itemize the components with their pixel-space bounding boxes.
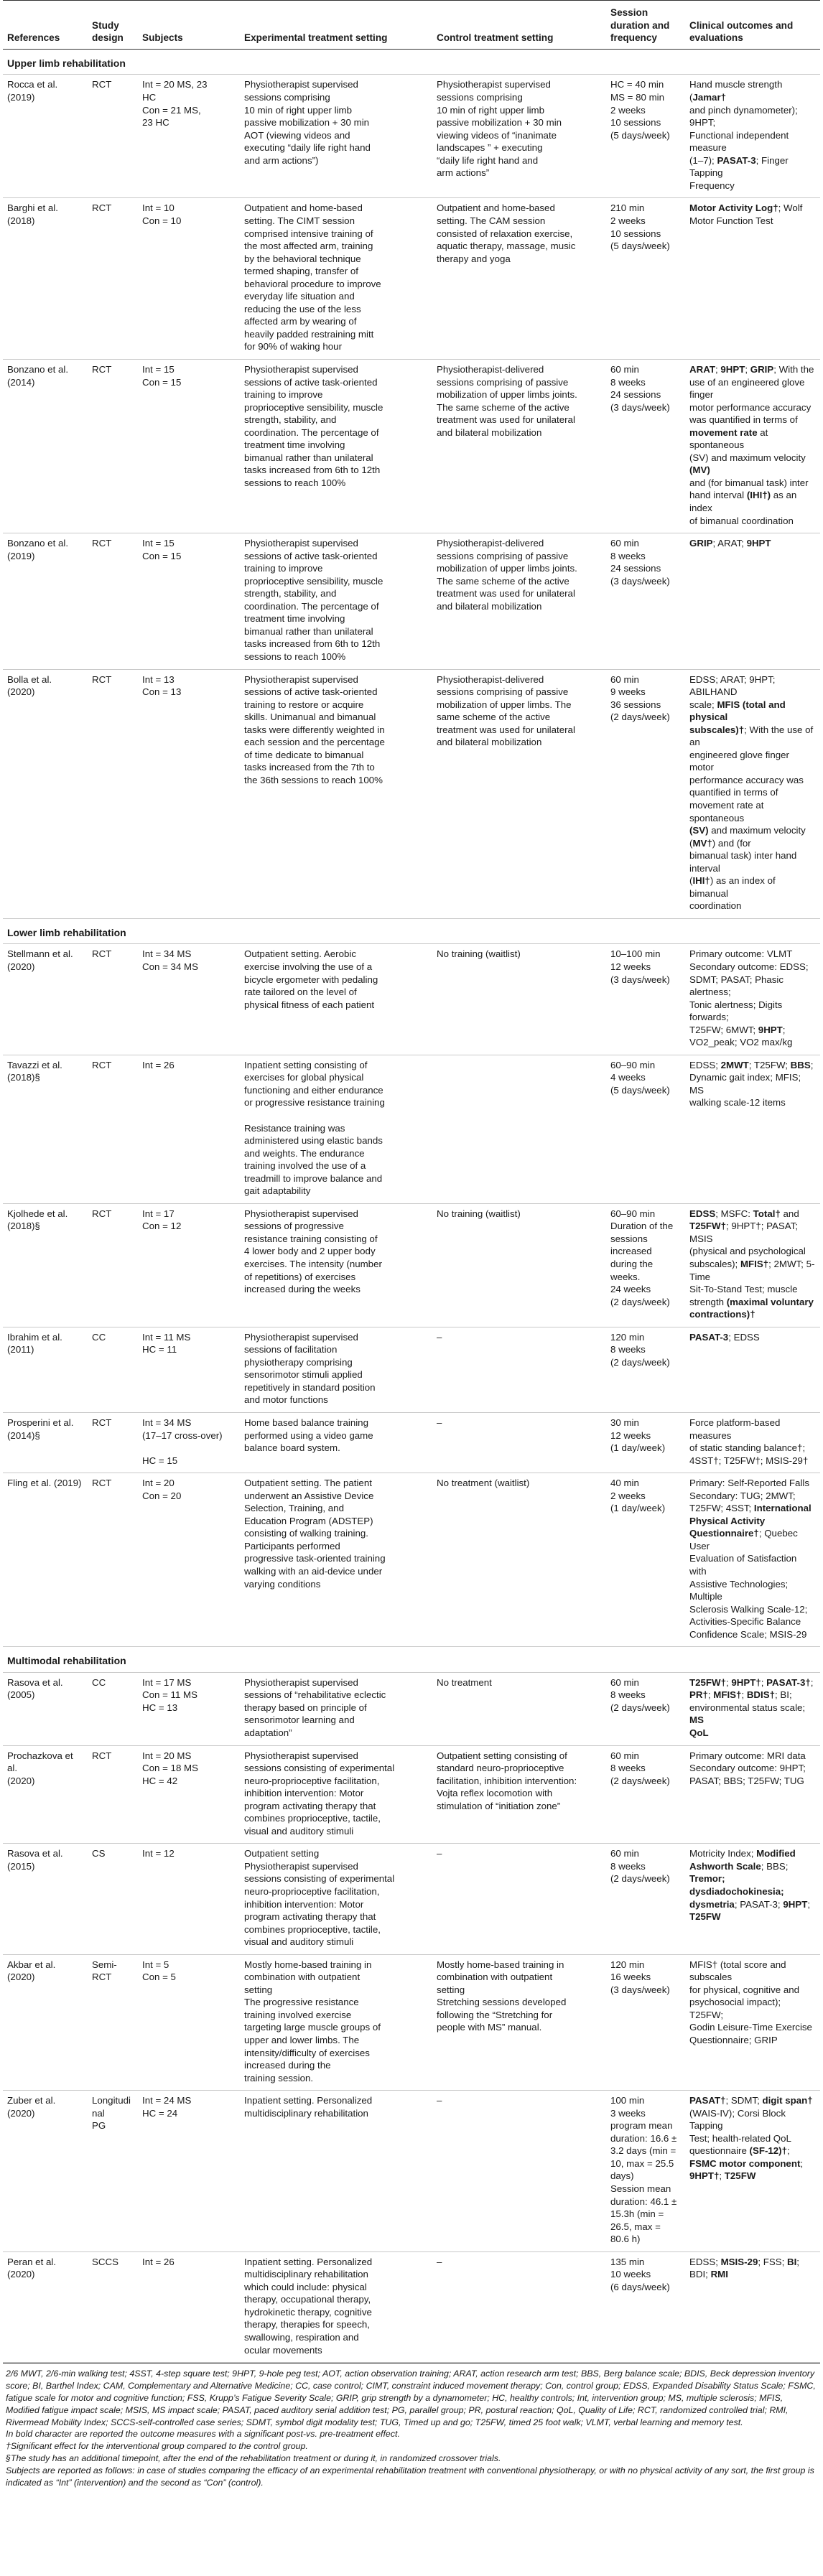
cell-subjects: Int = 17 Con = 12 [138,1203,240,1327]
cell-reference: Stellmann et al. (2020) [3,944,88,1055]
outcome-text: MFIS† (total score and subscales for physical, cognitive and psychosocial impact); T25FW; Godin Leisure-Time Exercise Questionnaire; GRIP [689,1959,812,2045]
cell-subjects: Int = 13 Con = 13 [138,669,240,918]
significant-outcome: 2MWT [720,1059,749,1070]
cell-clinical-outcomes [685,2091,820,2252]
outcome-text: Motricity Index; [689,1848,757,1859]
header-session-duration: Session duration and frequency [606,1,685,50]
outcome-text: ; PASAT-3; [734,1898,784,1910]
cell-session-duration: 120 min 16 weeks (3 days/week) [606,1954,685,2090]
table-row [3,2091,820,2252]
cell-subjects: Int = 34 MS (17–17 cross-over) HC = 15 [138,1413,240,1473]
significant-outcome: EDSS [689,1208,716,1219]
outcome-text: ; Finger Tapping Frequency [689,154,789,191]
cell-subjects: Int = 10 Con = 10 [138,198,240,360]
cell-subjects: Int = 34 MS Con = 34 MS [138,944,240,1055]
cell-study-design: RCT [88,944,138,1055]
studies-table [3,0,820,2363]
cell-control-setting: – [432,1327,606,1412]
cell-control-setting: No training (waitlist) [432,1203,606,1327]
cell-clinical-outcomes [685,1203,820,1327]
cell-control-setting: Physiotherapist-delivered sessions comprising of passive mobilization of upper limbs joints. The same scheme of the active treatment was used for unilateral and bilateral mobilization [432,533,606,669]
table-row [3,1954,820,2090]
table-row [3,1745,820,1844]
outcome-text: ; Wolf Motor Function Test [689,202,803,226]
cell-control-setting: – [432,2091,606,2252]
cell-subjects: Int = 5 Con = 5 [138,1954,240,2090]
outcome-text: ; BI; environmental status scale; [689,1689,806,1713]
cell-clinical-outcomes [685,1413,820,1473]
significant-outcome: PASAT† [689,2095,726,2106]
cell-clinical-outcomes [685,75,820,198]
outcome-text: and (for bimanual task) inter hand interval [689,477,809,501]
cell-control-setting: Physiotherapist-delivered sessions comprising of passive mobilization of upper limbs. The same scheme of the active treatment was used for unilateral and bilateral mobilization [432,669,606,918]
cell-experimental-setting: Physiotherapist supervised sessions consisting of experimental neuro-proprioceptive facilitation, inhibition intervention: Motor program activating therapy that combines proprioceptive, tactile, visual and auditory stimuli [240,1745,432,1844]
cell-study-design: RCT [88,533,138,669]
cell-clinical-outcomes [685,1473,820,1647]
outcome-text: ) and (for bimanual task) inter hand interval ( [689,837,797,887]
significant-outcome: FSMC motor component [689,2157,801,2169]
significant-outcome: 9HPT [746,538,771,549]
significant-outcome: ARAT [689,363,715,375]
outcome-text: ; MSFC: [715,1208,753,1219]
cell-clinical-outcomes [685,2251,820,2362]
table-row [3,75,820,198]
cell-subjects: Int = 20 MS, 23 HC Con = 21 MS, 23 HC [138,75,240,198]
table-row [3,1327,820,1412]
cell-reference: Ibrahim et al. (2011) [3,1327,88,1412]
cell-experimental-setting: Physiotherapist supervised sessions of active task-oriented training to restore or acquire skills. Unimanual and bimanual tasks were differently weighted in each session and the percentage of time dedicate to bimanual tasks increased from the 7th to the 36th sessions to reach 100% [240,669,432,918]
cell-subjects: Int = 20 MS Con = 18 MS HC = 42 [138,1745,240,1844]
cell-reference: Bolla et al. (2020) [3,669,88,918]
significant-outcome: T25FW [724,2170,756,2182]
outcome-text: EDSS; ARAT; 9HPT; ABILHAND scale; [689,673,776,710]
outcome-text: ; [787,2145,790,2157]
outcome-text: ; ARAT; [712,538,747,549]
outcome-text: ; BBS; [761,1860,789,1872]
table-row [3,1844,820,1954]
significant-outcome: Tremor; dysdiadochokinesia; dysmetria [689,1873,784,1910]
significant-outcome: (MV) [689,465,710,476]
cell-session-duration: 40 min 2 weeks (1 day/week) [606,1473,685,1647]
cell-control-setting: – [432,1413,606,1473]
significant-outcome: movement rate [689,426,758,438]
outcome-text: ; T25FW; [748,1059,791,1070]
header-subjects: Subjects [138,1,240,50]
cell-experimental-setting: Mostly home-based training in combination with outpatient setting The progressive resistance training involved exercise targeting large muscle groups of upper and lower limbs. The intensity/difficulty of exercises increased during the training session. [240,1954,432,2090]
cell-reference: Zuber et al. (2020) [3,2091,88,2252]
cell-experimental-setting: Inpatient setting. Personalized multidisciplinary rehabilitation which could include: physical therapy, occupational therapy, hydrokinetic therapy, cognitive therapy, therapies for speech, swallowing, respiration and ocular movements [240,2251,432,2362]
outcome-text: ; FSS; [758,2256,787,2267]
table-row [3,1413,820,1473]
section-row [3,50,820,75]
cell-clinical-outcomes [685,359,820,533]
cell-reference: Rocca et al. (2019) [3,75,88,198]
cell-experimental-setting: Inpatient setting consisting of exercises for global physical functioning and either endurance or progressive resistance training Resistance training was administered using elastic bands and weights. The endurance training involved the use of a treadmill to improve balance and gait adaptability [240,1055,432,1203]
cell-reference: Rasova et al. (2005) [3,1672,88,1745]
significant-outcome: MFIS (total and physical subscales)† [689,699,786,735]
cell-control-setting: No treatment [432,1672,606,1745]
footnote: †Significant effect for the interventional group compared to the control group. [6,2441,308,2452]
cell-subjects: Int = 15 Con = 15 [138,359,240,533]
significant-outcome: GRIP [750,363,774,375]
cell-study-design: Longitudinal PG [88,2091,138,2252]
cell-clinical-outcomes [685,1672,820,1745]
significant-outcome: RMI [710,2269,728,2280]
significant-outcome: PASAT-3 [717,154,756,166]
cell-experimental-setting: Outpatient setting. The patient underwent an Assistive Device Selection, Training, and Education Program (ADSTEP) consisting of walking training. Participants performed progressive task-oriented training walking with an aid-device under varying conditions [240,1473,432,1647]
cell-study-design: RCT [88,75,138,198]
cell-reference: Tavazzi et al. (2018)§ [3,1055,88,1203]
header-experimental-setting: Experimental treatment setting [240,1,432,50]
cell-session-duration: 60 min 8 weeks 24 sessions (3 days/week) [606,533,685,669]
significant-outcome: Total† [753,1208,781,1219]
header-row [3,1,820,50]
cell-control-setting: Physiotherapist supervised sessions comprising 10 min of right upper limb passive mobilization + 30 min viewing videos of “inanimate landscapes ” + executing “daily life right hand and arm actions” [432,75,606,198]
cell-clinical-outcomes [685,1745,820,1844]
section-title: Upper limb rehabilitation [3,50,820,75]
outcome-text: ; [707,1689,714,1701]
cell-experimental-setting: Physiotherapist supervised sessions of active task-oriented training to improve proprioceptive sensibility, muscle strength, stability, and coordination. The percentage of treatment time involving bimanual rather than unilateral tasks increased from 6th to 12th sessions to reach 100% [240,533,432,669]
footnote: 2/6 MWT, 2/6-min walking test; 4SST, 4-step square test; 9HPT, 9-hole peg test; AOT, action observation training; ARAT, action research arm test; BBS, Berg balance scale; BDIS, Beck depression inventory score; BI, Barthel Index; CAM, Complementary and Alternative Medicine; CC, case control; CIMT, constraint induced movement therapy; Con, control group; EDSS, Expanded Disability Status Scale; FSMC, fatigue scale for motor and cognitive function; FSS, Krupp’s Fatigue Severity Scale; GRIP, grip strength by a dynamometer; HC, healthy controls; Int, intervention group; MS, multiple sclerosis; MFIS, Modified fatigue impact scale; MSIS, MS impact scale; PASAT, paced auditory serial addition test; PG, parallel group; PR, postural reaction; QoL, Quality of Life; RCT, randomized controlled trial; RMI, Rivermead Mobility Index; SCCS-self-controlled case series; SDMT, symbol digit modality test; TUG, Timed up and go; T25FW, timed 25 foot walk; VLMT, verbal learning and memory test. [6,2369,816,2427]
cell-experimental-setting: Physiotherapist supervised sessions comprising 10 min of right upper limb passive mobilization + 30 min AOT (viewing videos and executing “daily life right hand and arm actions”) [240,75,432,198]
significant-outcome: Jamar† [692,92,727,103]
cell-subjects: Int = 24 MS HC = 24 [138,2091,240,2252]
cell-clinical-outcomes [685,1327,820,1412]
outcome-text: Primary outcome: VLMT Secondary outcome: EDSS; SDMT; PASAT; Phasic alertness; Tonic alertness; Digits forwards; T25FW; 6MWT; [689,948,809,1035]
outcome-text: and [783,1208,799,1219]
cell-study-design: SCCS [88,2251,138,2362]
section-row [3,1647,820,1672]
cell-clinical-outcomes [685,198,820,360]
cell-experimental-setting: Outpatient setting Physiotherapist supervised sessions consisting of experimental neuro-proprioceptive facilitation, inhibition intervention: Motor program activating therapy that combines proprioceptive, tactile, visual and auditory stimuli [240,1844,432,1954]
cell-reference: Peran et al. (2020) [3,2251,88,2362]
outcome-text: as an index of bimanual coordination [689,490,797,526]
cell-control-setting: No training (waitlist) [432,944,606,1055]
significant-outcome: T25FW† [689,1676,726,1688]
table-body [3,50,820,2363]
significant-outcome: MFIS† [740,1258,769,1269]
cell-subjects: Int = 12 [138,1844,240,1954]
cell-study-design: RCT [88,1745,138,1844]
outcome-text: ; [725,1676,732,1688]
header-references: References [3,1,88,50]
cell-control-setting [432,1055,606,1203]
cell-subjects: Int = 17 MS Con = 11 MS HC = 13 [138,1672,240,1745]
significant-outcome: Modified Ashworth Scale [689,1848,796,1872]
footnote: Subjects are reported as follows: in case of studies comparing the efficacy of an experimental rehabilitation treatment with conventional physiotherapy, or with no physical activity of any sort, the first group is indicated as “Int” (intervention) and the second as “Con” (control). [6,2465,814,2488]
outcome-text: EDSS; [689,1059,721,1070]
significant-outcome: digit span† [762,2095,813,2106]
outcome-text: (WAIS-IV); Corsi Block Tapping Test; health-related QoL questionnaire [689,2107,791,2157]
cell-study-design: RCT [88,1203,138,1327]
cell-study-design: RCT [88,1473,138,1647]
outcome-text: at spontaneous (SV) and maximum velocity [689,426,806,463]
outcome-text: ; VO2_peak; VO2 max/kg [689,1024,793,1048]
cell-reference: Prochazkova et al. (2020) [3,1745,88,1844]
cell-clinical-outcomes [685,533,820,669]
table-row [3,1203,820,1327]
significant-outcome: IHI† [692,875,710,887]
cell-experimental-setting: Physiotherapist supervised sessions of progressive resistance training consisting of 4 lower body and 2 upper body exercises. The intensity (number of repetitions) of exercises increased during the weeks [240,1203,432,1327]
outcome-text: ; Dynamic gait index; MFIS; MS walking scale-12 items [689,1059,814,1109]
outcome-text: Primary: Self-Reported Falls Secondary: TUG; 2MWT; T25FW; 4SST; [689,1478,809,1514]
cell-study-design: CS [88,1844,138,1954]
cell-study-design: CC [88,1327,138,1412]
cell-clinical-outcomes [685,1055,820,1203]
outcome-text: ; [810,1676,814,1688]
cell-session-duration: 60 min 8 weeks (2 days/week) [606,1745,685,1844]
cell-session-duration: 100 min 3 weeks program mean duration: 16.6 ± 3.2 days (min = 10, max = 25.5 days) Session mean duration: 46.1 ± 15.3h (min = 26.5, max = 80.6 h) [606,2091,685,2252]
significant-outcome: BDIS† [746,1689,775,1701]
significant-outcome: PASAT-3† [766,1676,811,1688]
cell-session-duration: 60–90 min Duration of the sessions increased during the weeks. 24 weeks (2 days/week) [606,1203,685,1327]
header-study-design: Study design [88,1,138,50]
cell-experimental-setting: Home based balance training performed using a video game balance board system. [240,1413,432,1473]
footnote: In bold character are reported the outcome measures with a significant post-vs. pre-treatment effect. [6,2429,400,2440]
cell-control-setting: – [432,2251,606,2362]
significant-outcome: T25FW [689,1911,721,1923]
significant-outcome: International Physical Activity Questionnaire† [689,1503,812,1539]
outcome-text: ; SDMT; [725,2095,763,2106]
significant-outcome: 9HPT [783,1898,808,1910]
outcome-text: ; With the use of an engineered glove finger motor performance accuracy was quantified in terms of movement rate at spontaneous [689,724,814,823]
table-header [3,1,820,50]
cell-study-design: CC [88,1672,138,1745]
header-clinical-outcomes: Clinical outcomes and evaluations [685,1,820,50]
cell-subjects: Int = 20 Con = 20 [138,1473,240,1647]
cell-session-duration: 60 min 8 weeks (2 days/week) [606,1844,685,1954]
cell-reference: Barghi et al. (2018) [3,198,88,360]
significant-outcome: MSIS-29 [720,2256,758,2267]
cell-subjects: Int = 15 Con = 15 [138,533,240,669]
significant-outcome: Motor Activity Log† [689,202,778,214]
section-title: Lower limb rehabilitation [3,918,820,943]
significant-outcome: PASAT-3 [689,1331,729,1343]
outcome-text: Force platform-based measures of static standing balance†; 4SST†; T25FW†; MSIS-29† [689,1417,809,1466]
cell-control-setting: Mostly home-based training in combination with outpatient setting Stretching sessions developed following the “Stretching for people with MS” manual. [432,1954,606,2090]
outcome-text: ; With the use of an engineered glove finger motor performance accuracy was quantified in terms of [689,363,814,426]
cell-session-duration: 60 min 8 weeks 24 sessions (3 days/week) [606,359,685,533]
cell-study-design: RCT [88,1055,138,1203]
cell-experimental-setting: Physiotherapist supervised sessions of “rehabilitative eclectic therapy based on principle of sensorimotor learning and adaptation” [240,1672,432,1745]
significant-outcome: BI [786,2256,797,2267]
outcome-text: ; 9HPT†; PASAT; MSIS (physical and psychological subscales); [689,1221,806,1269]
outcome-text: ; [719,2170,725,2182]
significant-outcome: MS QoL [689,1714,709,1738]
outcome-text: ; 2MWT; 5-Time Sit-To-Stand Test; muscle strength [689,1258,815,1307]
outcome-text: ; [715,363,721,375]
cell-control-setting: No treatment (waitlist) [432,1473,606,1647]
table-row [3,1473,820,1647]
cell-reference: Bonzano et al. (2014) [3,359,88,533]
outcome-text: ; Quebec User Evaluation of Satisfaction with Assistive Technologies; Multiple Sclerosis Walking Scale-12; Activities-Specific Balance Confidence Scale; MSIS-29 [689,1528,808,1640]
cell-session-duration: 60 min 9 weeks 36 sessions (2 days/week) [606,669,685,918]
table-row [3,2251,820,2362]
cell-session-duration: 135 min 10 weeks (6 days/week) [606,2251,685,2362]
table-row [3,359,820,533]
outcome-text: Hand muscle strength ( [689,79,783,103]
cell-experimental-setting: Inpatient setting. Personalized multidisciplinary rehabilitation [240,2091,432,2252]
significant-outcome: BBS [790,1059,811,1070]
outcome-text: ; [761,1676,767,1688]
significant-outcome: (IHI†) [746,490,771,501]
table-row [3,944,820,1055]
table-row [3,1672,820,1745]
cell-clinical-outcomes [685,944,820,1055]
cell-control-setting: Outpatient setting consisting of standard neuro-proprioceptive facilitation, inhibition intervention: Vojta reflex locomotion with stimulation of “initiation zone” [432,1745,606,1844]
cell-reference: Prosperini et al. (2014)§ [3,1413,88,1473]
cell-clinical-outcomes [685,1954,820,2090]
table-footnotes [3,2363,820,2496]
outcome-text: Primary outcome: MRI data Secondary outcome: 9HPT; PASAT; BBS; T25FW; TUG [689,1750,806,1786]
cell-session-duration: HC = 40 min MS = 80 min 2 weeks 10 sessions (5 days/week) [606,75,685,198]
significant-outcome: T25FW† [689,1221,726,1232]
significant-outcome: MV† [692,837,712,849]
outcome-text: ) as an index of bimanual coordination [689,875,776,912]
outcome-text: ; EDSS [728,1331,760,1343]
significant-outcome: 9HPT [720,363,745,375]
cell-study-design: RCT [88,1413,138,1473]
cell-clinical-outcomes [685,669,820,918]
cell-subjects: Int = 11 MS HC = 11 [138,1327,240,1412]
cell-session-duration: 10–100 min 12 weeks (3 days/week) [606,944,685,1055]
cell-session-duration: 60 min 8 weeks (2 days/week) [606,1672,685,1745]
table-row [3,669,820,918]
section-row [3,918,820,943]
cell-reference: Rasova et al. (2015) [3,1844,88,1954]
significant-outcome: MFIS† [713,1689,742,1701]
cell-control-setting: – [432,1844,606,1954]
outcome-text: and maximum velocity ( [689,825,806,849]
outcome-text: ; [741,1689,747,1701]
cell-subjects: Int = 26 [138,2251,240,2362]
cell-study-design: RCT [88,359,138,533]
cell-experimental-setting: Outpatient setting. Aerobic exercise involving the use of a bicycle ergometer with pedaling rate tailored on the level of physical fitness of each patient [240,944,432,1055]
outcome-text: ; [800,2157,804,2169]
significant-outcome: (maximal voluntary contractions)† [689,1296,814,1320]
cell-session-duration: 30 min 12 weeks (1 day/week) [606,1413,685,1473]
cell-control-setting: Outpatient and home-based setting. The CAM session consisted of relaxation exercise, aquatic therapy, massage, music therapy and yoga [432,198,606,360]
significant-outcome: 9HPT [758,1024,783,1035]
cell-session-duration: 120 min 8 weeks (2 days/week) [606,1327,685,1412]
table-row [3,533,820,669]
section-title: Multimodal rehabilitation [3,1647,820,1672]
cell-reference: Bonzano et al. (2019) [3,533,88,669]
cell-reference: Kjolhede et al. (2018)§ [3,1203,88,1327]
cell-control-setting: Physiotherapist-delivered sessions comprising of passive mobilization of upper limbs joints. The same scheme of the active treatment was used for unilateral and bilateral mobilization [432,359,606,533]
cell-experimental-setting: Physiotherapist supervised sessions of facilitation physiotherapy comprising sensorimotor stimuli applied repetitively in standard position and motor functions [240,1327,432,1412]
outcome-text: EDSS; [689,2256,721,2267]
significant-outcome: 9HPT† [689,2170,720,2182]
outcome-text: ; [745,363,750,375]
significant-outcome: (SV) [689,825,709,836]
table-row [3,1055,820,1203]
cell-experimental-setting: Outpatient and home-based setting. The CIMT session comprised intensive training of the most affected arm, training by the behavioral technique termed shaping, transfer of behavioral procedure to improve everyday life situation and reducing the use of the less affected arm by wearing of heavily padded restraining mitt for 90% of waking hour [240,198,432,360]
cell-subjects: Int = 26 [138,1055,240,1203]
cell-study-design: RCT [88,669,138,918]
cell-session-duration: 210 min 2 weeks 10 sessions (5 days/week) [606,198,685,360]
header-control-setting: Control treatment setting [432,1,606,50]
outcome-text: and pinch dynamometer); 9HPT; Functional independent measure (1–7); [689,104,798,166]
outcome-text: ; BDI; [689,2256,799,2280]
significant-outcome: PR† [689,1689,708,1701]
cell-reference: Fling et al. (2019) [3,1473,88,1647]
significant-outcome: 9HPT† [731,1676,761,1688]
significant-outcome: GRIP [689,538,713,549]
cell-session-duration: 60–90 min 4 weeks (5 days/week) [606,1055,685,1203]
cell-clinical-outcomes [685,1844,820,1954]
table-row [3,198,820,360]
cell-study-design: Semi-RCT [88,1954,138,2090]
cell-reference: Akbar et al. (2020) [3,1954,88,2090]
cell-experimental-setting: Physiotherapist supervised sessions of active task-oriented training to improve proprioceptive sensibility, muscle strength, stability, and coordination. The percentage of treatment time involving bimanual rather than unilateral tasks increased from 6th to 12th sessions to reach 100% [240,359,432,533]
footnote: §The study has an additional timepoint, after the end of the rehabilitation treatment or during it, in randomized crossover trials. [6,2453,501,2464]
significant-outcome: (SF-12)† [749,2145,788,2157]
cell-study-design: RCT [88,198,138,360]
outcome-text: ; [807,1898,811,1910]
